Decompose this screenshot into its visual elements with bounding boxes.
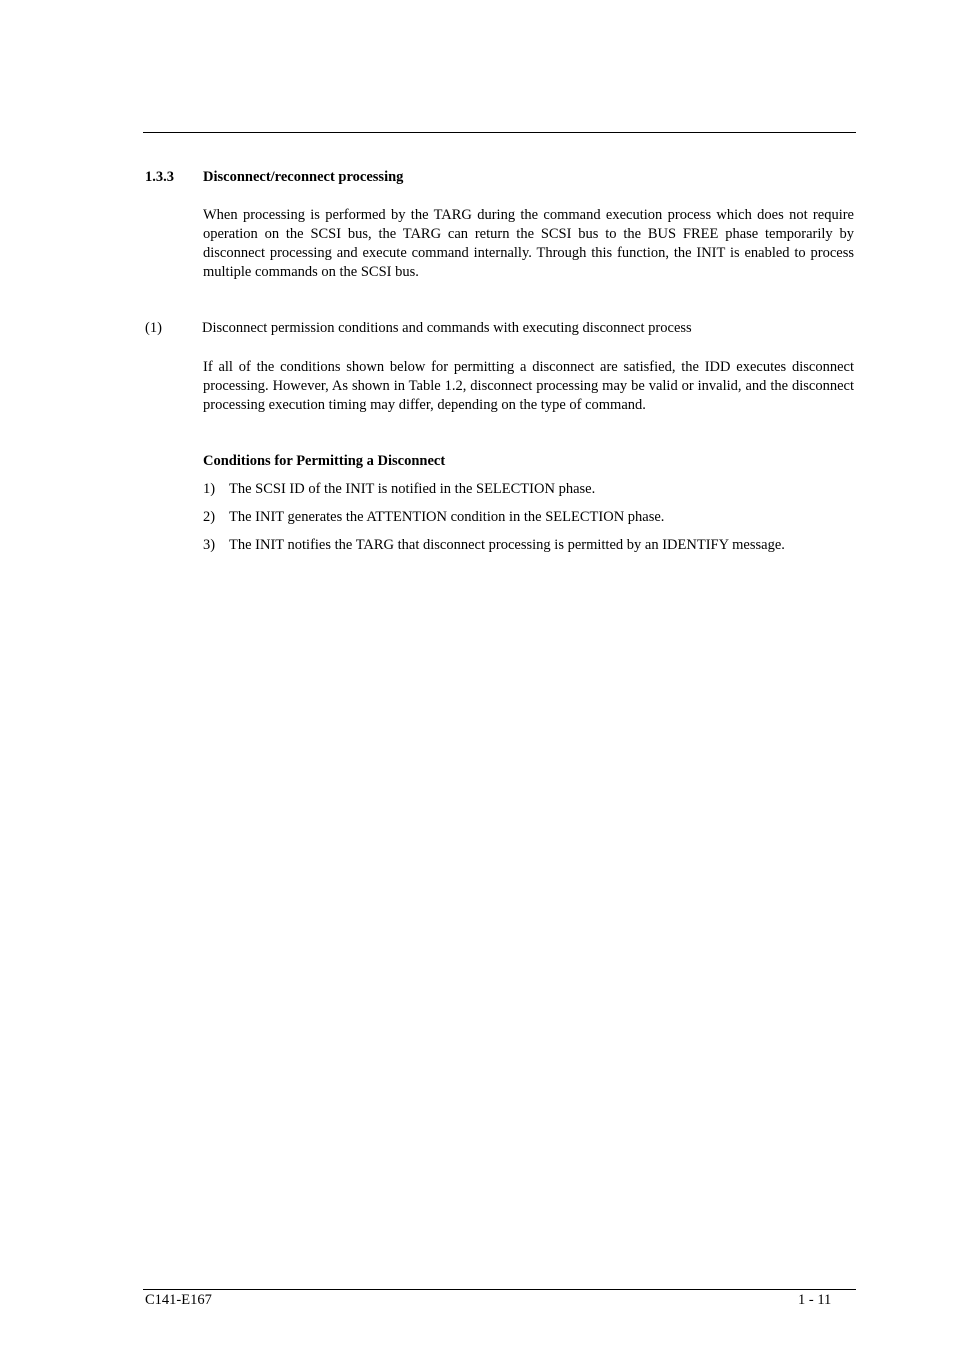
section-title: Disconnect/reconnect processing [203, 169, 404, 185]
subsection-number: (1) [145, 320, 162, 336]
subsection-title: Disconnect permission conditions and commands with executing disconnect process [202, 320, 692, 336]
subsection-body-paragraph: If all of the conditions shown below for permitting a disconnect are satisfied, the IDD executes disconnect processing. However, As shown in Table 1.2, disconnect processing may be valid or invalid, and the disconnect processing execution timing may differ, depending on the type of command. [203, 359, 854, 413]
footer-doc-id: C141-E167 [145, 1292, 212, 1308]
list-item-number: 3) [203, 537, 216, 553]
section-intro-paragraph: When processing is performed by the TARG during the command execution process which does not require operation on the SCSI bus, the TARG can return the SCSI bus to the BUS FREE phase temporarily by disconnect processing and execute command internally. Through this function, the INIT is enabled to process multiple commands on the SCSI bus. [203, 207, 854, 280]
list-item-number: 2) [203, 509, 216, 525]
list-item [203, 509, 854, 537]
list-item-text: The INIT notifies the TARG that disconnect processing is permitted by an IDENTIFY message. [229, 537, 785, 553]
conditions-title: Conditions for Permitting a Disconnect [203, 453, 446, 469]
list-item [203, 537, 854, 565]
subsection-heading [145, 320, 692, 337]
section-number: 1.3.3 [145, 169, 174, 185]
footer-rule [143, 1289, 856, 1290]
list-item [203, 481, 854, 509]
list-item-text: The INIT generates the ATTENTION condition in the SELECTION phase. [229, 509, 665, 525]
footer-page-number: 1 - 11 [798, 1292, 832, 1308]
section-heading [145, 169, 403, 186]
list-item-text: The SCSI ID of the INIT is notified in the SELECTION phase. [229, 481, 596, 497]
conditions-list [203, 481, 854, 565]
list-item-number: 1) [203, 481, 216, 497]
header-rule [143, 132, 856, 133]
